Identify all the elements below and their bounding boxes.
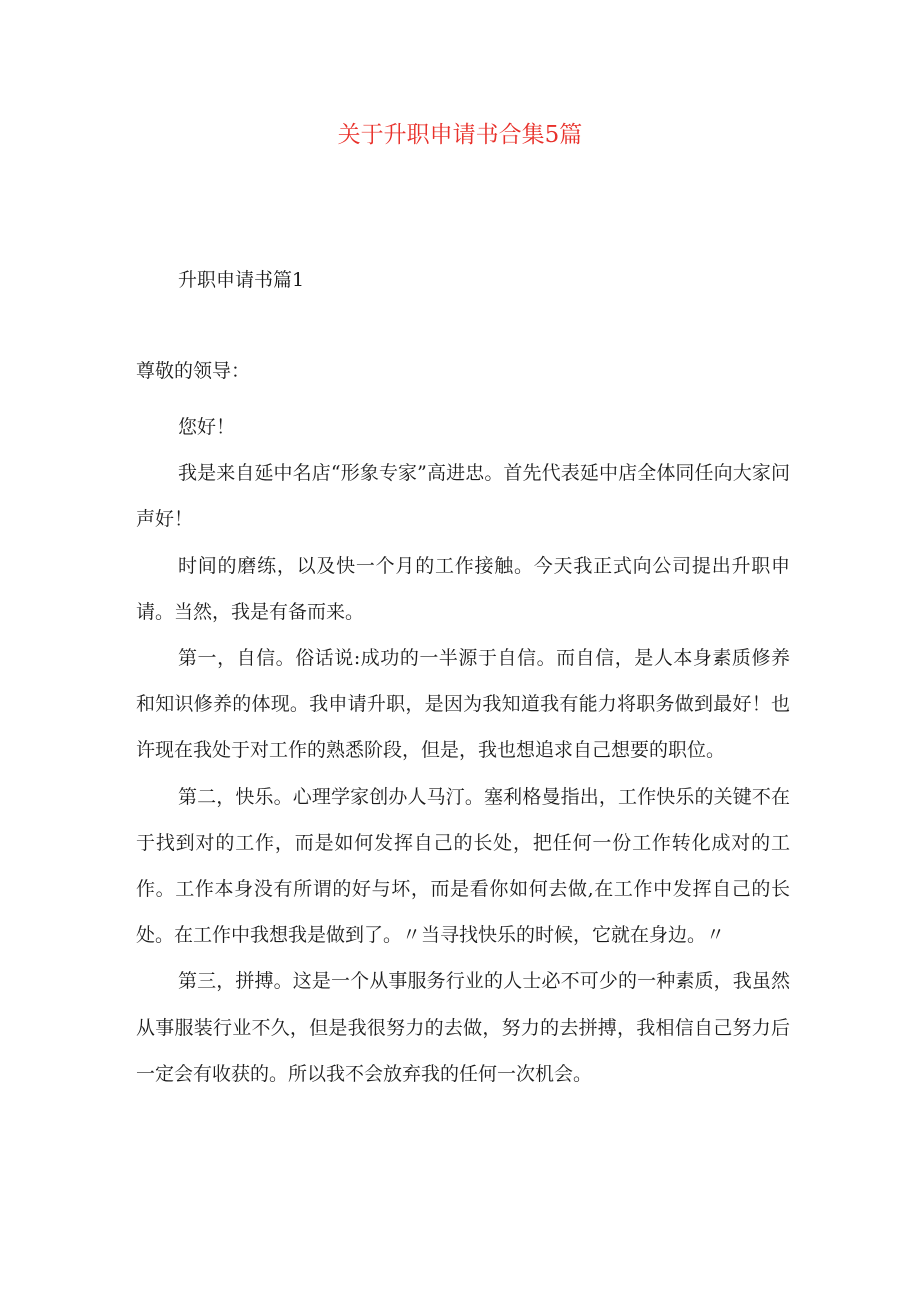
- paragraph-application: 时间的磨练，以及快一个月的工作接触。今天我正式向公司提出升职申请。当然，我是有备而来。: [136, 554, 790, 623]
- section-heading: 升职申请书篇1: [178, 269, 305, 291]
- letter-body: [136, 404, 790, 1097]
- paragraph-happiness: 第二，快乐。心理学家创办人马汀。塞利格曼指出，工作快乐的关键不在于找到对的工作，而是如何发挥自己的长处，把任何一份工作转化成对的工作。工作本身没有所谓的好与坏，而是看你如何去做,在工作中发挥自己的长处。在工作中我想我是做到了。〃当寻找快乐的时候，它就在身边。〃: [136, 785, 790, 947]
- paragraph-confidence: 第一，自信。俗话说:成功的一半源于自信。而自信，是人本身素质修养和知识修养的体现。我申请升职，是因为我知道我有能力将职务做到最好！也许现在我处于对工作的熟悉阶段，但是，我也想追求自己想要的职位。: [136, 647, 790, 762]
- paragraph-introduction: 我是来自延中名店“形象专家”高进忠。首先代表延中店全体同任向大家问声好！: [136, 462, 790, 531]
- salutation: 尊敬的领导：: [136, 360, 251, 382]
- paragraph-greeting: 您好！: [178, 416, 236, 438]
- document-title: 关于升职申请书合集5篇: [337, 122, 583, 148]
- paragraph-striving: 第三，拼搏。这是一个从事服务行业的人士必不可少的一种素质，我虽然从事服装行业不久，但是我很努力的去做，努力的去拼搏，我相信自己努力后一定会有收获的。所以我不会放弃我的任何一次机会。: [136, 970, 790, 1085]
